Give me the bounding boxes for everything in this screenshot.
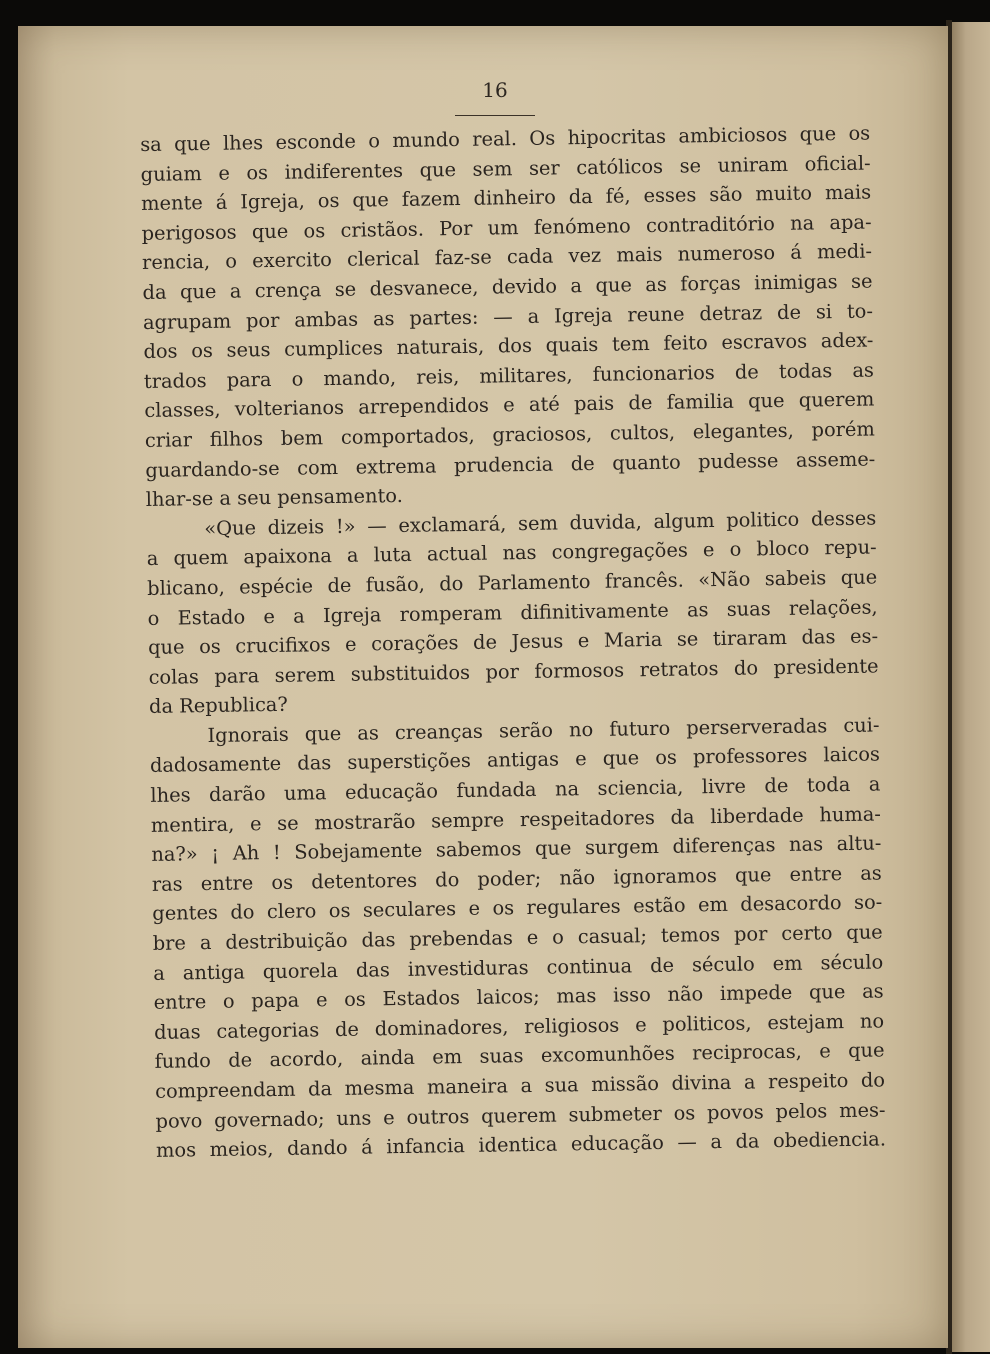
text-line: classes, volterianos arrependidos e até pais de familia que querem <box>144 387 875 423</box>
text-line: Ignorais que as creanças serão no futuro perserveradas cui- <box>207 713 880 747</box>
text-line: que os crucifixos e corações de Jesus e Maria se tiraram das es- <box>147 624 879 660</box>
body-text <box>140 119 886 1166</box>
text-line: lhes darão uma educação fundada na sciencia, livre de toda a <box>150 772 881 807</box>
text-line: a quem apaixona a luta actual nas congregações e o bloco repu- <box>146 535 877 571</box>
text-line: lhar-se a seu pensamento. <box>145 484 403 512</box>
text-line: duas categorias de dominadores, religiosos e politicos, estejam no <box>153 1009 885 1044</box>
text-line: guardando-se com extrema prudencia de quanto pudesse asseme- <box>145 447 876 482</box>
page-number: 16 <box>482 78 508 102</box>
text-line: perigosos que os cristãos. Por um fenómeno contraditório na apa- <box>141 210 872 245</box>
text-line: povo governado; uns e outros querem submeter os povos pelos mes- <box>155 1098 886 1133</box>
text-line: guiam e os indiferentes que sem ser católicos se uniram oficial- <box>140 151 871 186</box>
text-line: trados para o mando, reis, militares, funcionarios de todas as <box>143 358 875 393</box>
text-line: agrupam por ambas as partes: — a Igreja reune detraz de si to- <box>142 299 874 334</box>
text-line: bre a destribuição das prebendas e o casual; temos por certo que <box>152 920 883 955</box>
text-line: blicano, espécie de fusão, do Parlamento francês. «Não sabeis que <box>147 565 878 600</box>
text-line: mos meios, dando á infancia identica educação — a da obediencia. <box>155 1127 887 1163</box>
text-line: a antiga quorela das investiduras continua de século em século <box>153 950 884 985</box>
next-page-edge <box>950 22 990 1352</box>
text-line: criar filhos bem comportados, graciosos, cultos, elegantes, porém <box>144 417 875 452</box>
text-line: rencia, o exercito clerical faz-se cada vez mais numeroso á medi- <box>141 239 873 275</box>
text-line: da Republica? <box>148 693 288 719</box>
text-line: o Estado e a Igreja romperam difinitivamente as suas relações, <box>147 594 878 630</box>
text-line: dos os seus cumplices naturais, dos quais tem feito escravos adex- <box>143 328 874 364</box>
text-line: mente á Igreja, os que fazem dinheiro da fé, esses são muito mais <box>140 180 872 216</box>
text-line: gentes do clero os seculares e os regulares estão em desacordo so- <box>152 890 883 926</box>
text-line: compreendam da mesma maneira a sua missão divina a respeito do <box>154 1068 886 1103</box>
text-line: fundo de acordo, ainda em suas excomunhões reciprocas, e que <box>154 1038 885 1074</box>
text-line: colas para serem substituidos por formosos retratos do presidente <box>148 654 879 689</box>
text-line: «Que dizeis !» — exclamará, sem duvida, algum politico desses <box>204 506 877 540</box>
text-line: sa que lhes esconde o mundo real. Os hipocritas ambiciosos que os <box>140 121 871 156</box>
text-line: entre o papa e os Estados laicos; mas isso não impede que as <box>153 979 884 1015</box>
page-number-rule <box>455 115 535 116</box>
text-line: ras entre os detentores do poder; não ignoramos que entre as <box>151 861 882 896</box>
text-line: mentira, e se mostrarão sempre respeitadores da liberdade huma- <box>150 802 882 837</box>
text-line: dadosamente das superstições antigas e que os professores laicos <box>149 742 881 778</box>
text-line: na?» ¡ Ah ! Sobejamente sabemos que surgem diferenças nas altu- <box>151 831 882 867</box>
text-line: da que a crença se desvanece, devido a que as forças inimigas se <box>142 269 873 304</box>
